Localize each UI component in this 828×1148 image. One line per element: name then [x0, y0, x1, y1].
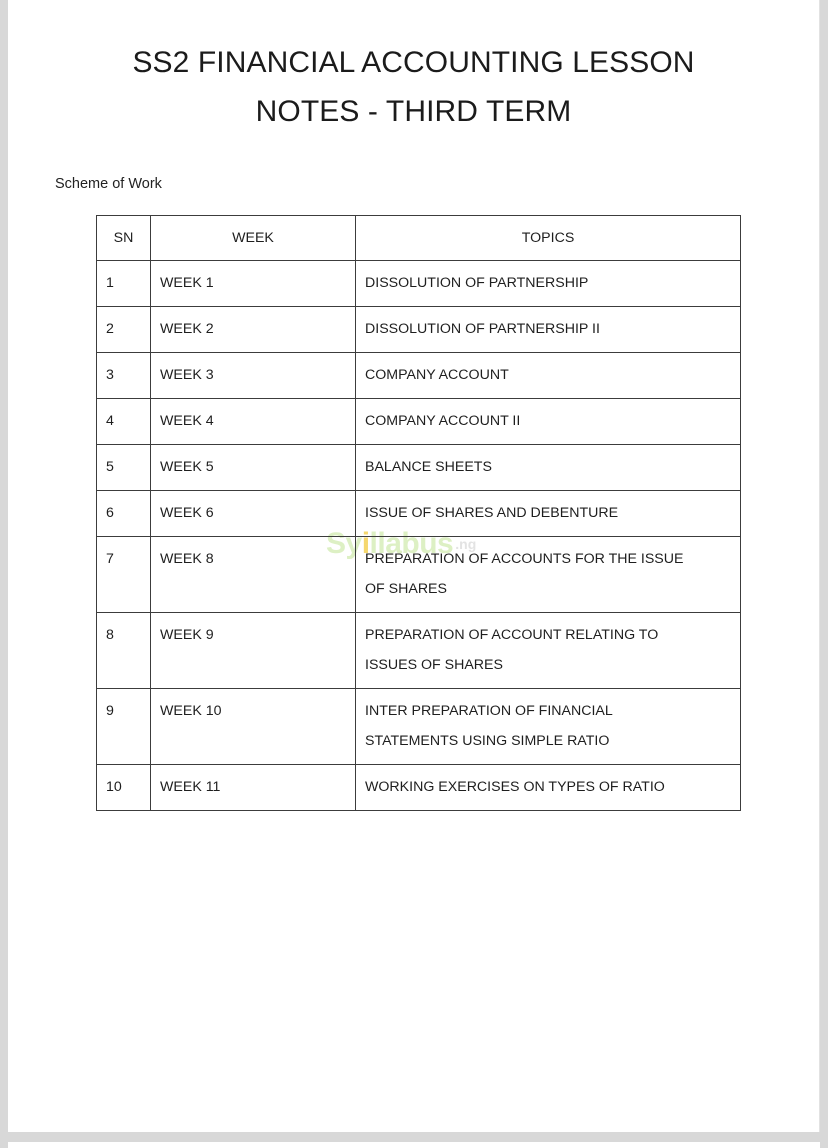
watermark-brand-suffix: llabus: [369, 527, 454, 560]
cell-sn: 9: [97, 689, 151, 765]
topic-line: COMPANY ACCOUNT II: [365, 413, 521, 429]
topic-line: DISSOLUTION OF PARTNERSHIP: [365, 275, 589, 291]
table-row: [97, 445, 741, 491]
cell-sn: 6: [97, 491, 151, 537]
table-header-row: [97, 216, 741, 261]
table-body: [97, 261, 741, 811]
cell-topic: [356, 399, 741, 445]
page-separator-gap: [0, 1132, 828, 1142]
column-header-topics: TOPICS: [356, 216, 741, 261]
topic-line: BALANCE SHEETS: [365, 459, 492, 475]
table-row: [97, 537, 741, 613]
table-row: [97, 307, 741, 353]
table-header: [97, 216, 741, 261]
cell-sn: 10: [97, 765, 151, 811]
scheme-of-work-table: [96, 215, 741, 811]
cell-topic: [356, 765, 741, 811]
cell-topic: [356, 261, 741, 307]
topic-line: PREPARATION OF ACCOUNTS FOR THE ISSUE: [365, 551, 684, 567]
topic-line: INTER PREPARATION OF FINANCIAL: [365, 703, 613, 719]
cell-topic: [356, 445, 741, 491]
cell-week: WEEK 9: [151, 613, 356, 689]
cell-topic: [356, 491, 741, 537]
cell-week: WEEK 2: [151, 307, 356, 353]
table-row: [97, 491, 741, 537]
document-page-1: [8, 0, 820, 1132]
cell-week: WEEK 4: [151, 399, 356, 445]
table-row: [97, 353, 741, 399]
cell-week: WEEK 8: [151, 537, 356, 613]
table-row: [97, 613, 741, 689]
watermark-brand-prefix: Sy: [326, 527, 362, 560]
cell-sn: 1: [97, 261, 151, 307]
section-label-scheme-of-work: Scheme of Work: [55, 176, 162, 192]
topic-line: OF SHARES: [365, 581, 447, 597]
cell-sn: 3: [97, 353, 151, 399]
page-title: SS2 FINANCIAL ACCOUNTING LESSON NOTES - THIRD TERM: [132, 46, 695, 128]
cell-topic: [356, 307, 741, 353]
cell-sn: 8: [97, 613, 151, 689]
cell-week: WEEK 11: [151, 765, 356, 811]
cell-sn: 2: [97, 307, 151, 353]
watermark-brand-dot: i: [361, 527, 370, 560]
topic-line: COMPANY ACCOUNT: [365, 367, 509, 383]
topic-line: ISSUES OF SHARES: [365, 657, 503, 673]
cell-topic: [356, 613, 741, 689]
cell-sn: 7: [97, 537, 151, 613]
topic-line: WORKING EXERCISES ON TYPES OF RATIO: [365, 779, 665, 795]
cell-week: WEEK 5: [151, 445, 356, 491]
cell-topic: [356, 353, 741, 399]
table-row: [97, 399, 741, 445]
cell-sn: 4: [97, 399, 151, 445]
scheme-of-work-table-wrapper: [8, 194, 819, 811]
cell-week: WEEK 3: [151, 353, 356, 399]
topic-line: ISSUE OF SHARES AND DEBENTURE: [365, 505, 619, 521]
cell-topic: [356, 537, 741, 613]
watermark-tld: .ng: [455, 536, 477, 552]
topic-line: PREPARATION OF ACCOUNT RELATING TO: [365, 627, 659, 643]
column-header-sn: SN: [97, 216, 151, 261]
table-row: [97, 765, 741, 811]
table-row: [97, 689, 741, 765]
cell-topic: [356, 689, 741, 765]
document-body: [8, 0, 819, 1132]
cell-week: WEEK 1: [151, 261, 356, 307]
column-header-week: WEEK: [151, 216, 356, 261]
topic-line: DISSOLUTION OF PARTNERSHIP II: [365, 321, 600, 337]
topic-line: STATEMENTS USING SIMPLE RATIO: [365, 733, 610, 749]
cell-week: WEEK 6: [151, 491, 356, 537]
table-row: [97, 261, 741, 307]
cell-week: WEEK 10: [151, 689, 356, 765]
document-page-2-edge: [8, 1142, 820, 1148]
cell-sn: 5: [97, 445, 151, 491]
